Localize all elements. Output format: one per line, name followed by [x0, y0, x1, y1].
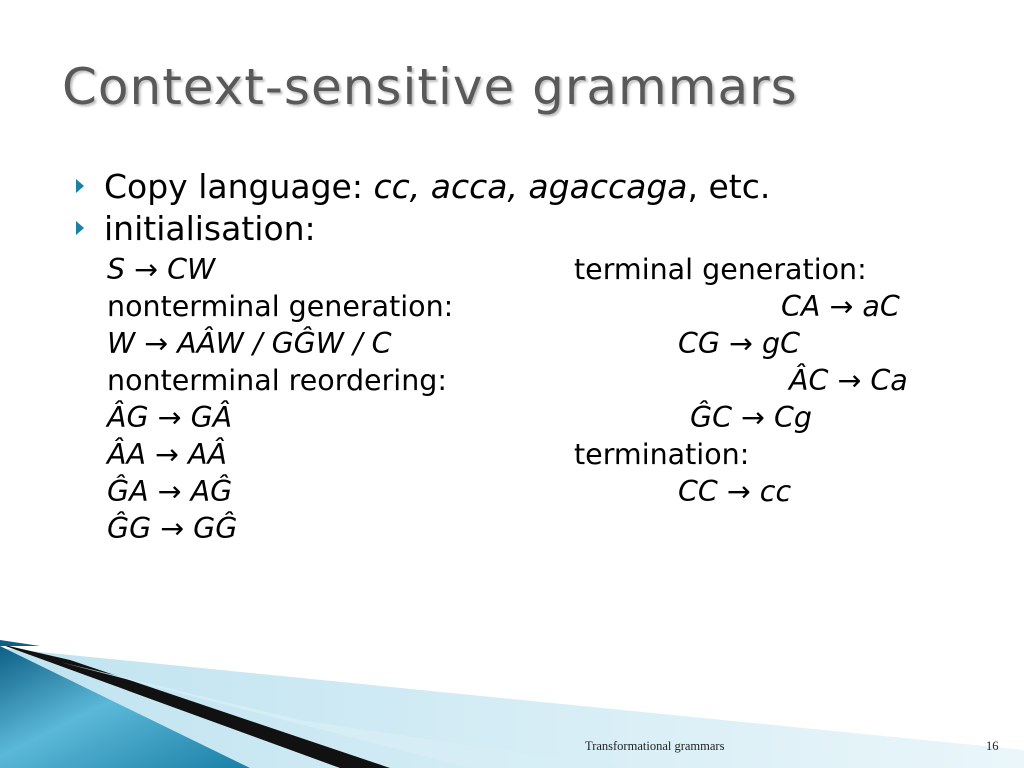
rule-line: ÂA → AÂ — [107, 438, 227, 471]
bullet-label: Copy language: — [104, 167, 374, 206]
section-label: nonterminal reordering: — [107, 364, 447, 397]
footer-text: Transformational grammars — [585, 739, 725, 753]
rule-line: CA → aC — [781, 290, 900, 323]
rule-line: CC → cc — [678, 475, 792, 508]
rule-line: ĜG → GĜ — [107, 512, 238, 545]
section-label: termination: — [574, 438, 750, 471]
slide-title: Context-sensitive grammars — [62, 58, 798, 116]
bullet-arrow-icon — [76, 221, 84, 235]
page-number: 16 — [986, 739, 999, 753]
rule-line: W → AÂW / GĜW / C — [107, 327, 392, 360]
section-label: terminal generation: — [574, 253, 867, 286]
bullet-label: initialisation: — [104, 209, 316, 248]
decorative-swoosh — [0, 600, 1024, 768]
bullet-suffix: , etc. — [687, 167, 771, 206]
bullet-examples: cc, acca, agaccaga — [373, 167, 688, 206]
rule-line: S → CW — [107, 253, 216, 286]
rule-line: ÂC → Ca — [789, 364, 908, 397]
section-label: nonterminal generation: — [107, 290, 454, 323]
bullet-arrow-icon — [76, 179, 84, 193]
rule-line: ĜA → AĜ — [107, 475, 233, 508]
rule-line: ÂG → GÂ — [107, 401, 233, 434]
rule-line: ĜC → Cg — [690, 401, 812, 434]
rule-line: CG → gC — [678, 327, 800, 360]
